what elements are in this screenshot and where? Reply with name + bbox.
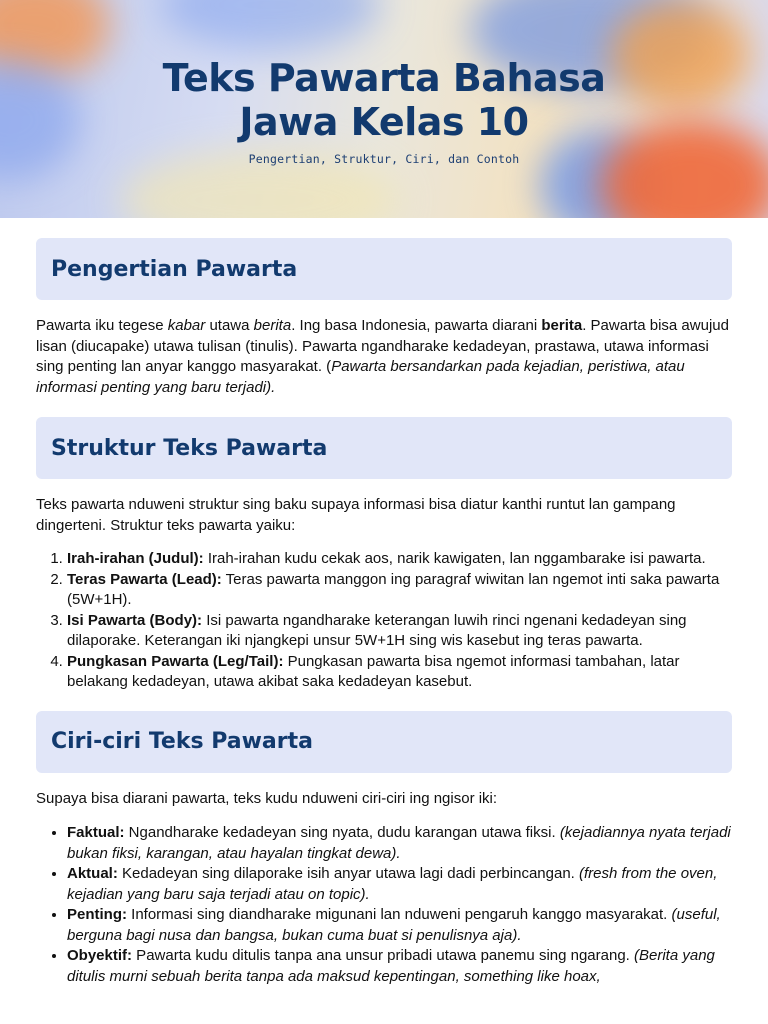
list-item-text: Pungkasan pawarta bisa ngemot informasi tambahan, latar belakang kedadeyan, utawa akibat saka kedadeyan kasebut. (67, 652, 680, 690)
list-item-text: Irah-irahan kudu cekak aos, narik kawigaten, lan nggambarake isi pawarta. (203, 550, 706, 567)
list-item-term: Pungkasan Pawarta (Leg/Tail): (67, 652, 284, 670)
section-heading: Ciri-ciri Teks Pawarta (51, 729, 313, 754)
text-run: . Ing basa Indonesia, pawarta diarani (291, 317, 542, 334)
text-run: Pawarta bersandarkan pada kejadian, peristiwa, atau informasi penting yang baru terjadi). (36, 358, 685, 396)
list-item-term: Obyektif: (67, 947, 133, 964)
list-item (67, 652, 732, 693)
ciri-list (36, 823, 732, 987)
list-item-note: (fresh from the oven, kejadian yang baru saja terjadi atau on topic). (67, 865, 718, 903)
pengertian-paragraph (36, 316, 732, 398)
list-item-text: Informasi sing diandharake migunani lan nduweni pengaruh kanggo masyarakat. (127, 906, 672, 923)
text-run: Pawarta iku tegese (36, 317, 168, 334)
ciri-intro: Supaya bisa diarani pawarta, teks kudu nduweni ciri-ciri ing ngisor iki: (36, 789, 498, 807)
text-run: berita (253, 317, 292, 334)
page-title (0, 56, 768, 144)
text-run: berita (541, 317, 583, 334)
section-header-ciri (36, 711, 732, 773)
main-content (0, 218, 768, 987)
list-item (67, 864, 732, 905)
list-item (67, 549, 732, 570)
list-item-note: (useful, berguna bagi nusa dan bangsa, bukan cuma buat si penulisnya aja). (67, 906, 721, 944)
section-header-pengertian (36, 238, 732, 300)
section-heading: Struktur Teks Pawarta (51, 435, 328, 461)
section-header-struktur (36, 417, 732, 479)
list-item (67, 905, 732, 946)
decorative-blob (160, 0, 380, 50)
struktur-intro: Teks pawarta nduweni struktur sing baku supaya informasi bisa diatur kanthi runtut lan gampang dingerteni. Struktur teks pawarta yaiku: (36, 496, 676, 534)
title-line-2: Jawa Kelas 10 (239, 100, 529, 144)
list-item-text: Kedadeyan sing dilaporake isih anyar utawa lagi dadi perbincangan. (117, 865, 579, 882)
list-item (67, 946, 732, 987)
header-banner (0, 0, 768, 218)
list-item-term: Isi Pawarta (Body): (67, 611, 203, 629)
list-item (67, 570, 732, 611)
page-subtitle: Pengertian, Struktur, Ciri, dan Contoh (248, 152, 520, 166)
struktur-list (36, 549, 732, 693)
text-run: utawa (205, 317, 254, 334)
list-item (67, 823, 732, 864)
section-heading: Pengertian Pawarta (51, 256, 298, 282)
list-item-note: (kejadiannya nyata terjadi bukan fiksi, karangan, atau hayalan tingkat dewa). (67, 824, 731, 862)
text-run: kabar (167, 317, 206, 334)
list-item-term: Aktual: (67, 865, 118, 882)
list-item-term: Penting: (67, 906, 127, 923)
list-item-note: (Berita yang ditulis murni sebuah berita tanpa ada maksud kepentingan, something like hoax, (67, 947, 715, 985)
list-item-term: Faktual: (67, 824, 125, 841)
title-line-1: Teks Pawarta Bahasa (162, 56, 606, 100)
list-item-text: Teras pawarta manggon ing paragraf wiwitan lan ngemot inti saka pawarta (5W+1H). (67, 570, 720, 608)
list-item-term: Irah-irahan (Judul): (67, 550, 204, 567)
list-item-text: Ngandharake kedadeyan sing nyata, dudu karangan utawa fiksi. (124, 824, 560, 841)
list-item (67, 611, 732, 652)
list-item-term: Teras Pawarta (Lead): (67, 570, 222, 588)
text-run: . Pawarta bisa awujud lisan (diucapake) utawa tulisan (tinulis). Pawarta ngandharake kedadeyan, prastawa, utawa informasi sing penting lan anyar kanggo masyarakat. ( (36, 317, 729, 375)
list-item-text: Pawarta kudu ditulis tanpa ana unsur pribadi utawa panemu sing ngarang. (132, 947, 635, 964)
list-item-text: Isi pawarta ngandharake keterangan luwih rinci ngenani kedadeyan sing dilaporake. Keterangan iki njangkepi unsur 5W+1H sing wis kasebut ing teras pawarta. (67, 611, 687, 649)
